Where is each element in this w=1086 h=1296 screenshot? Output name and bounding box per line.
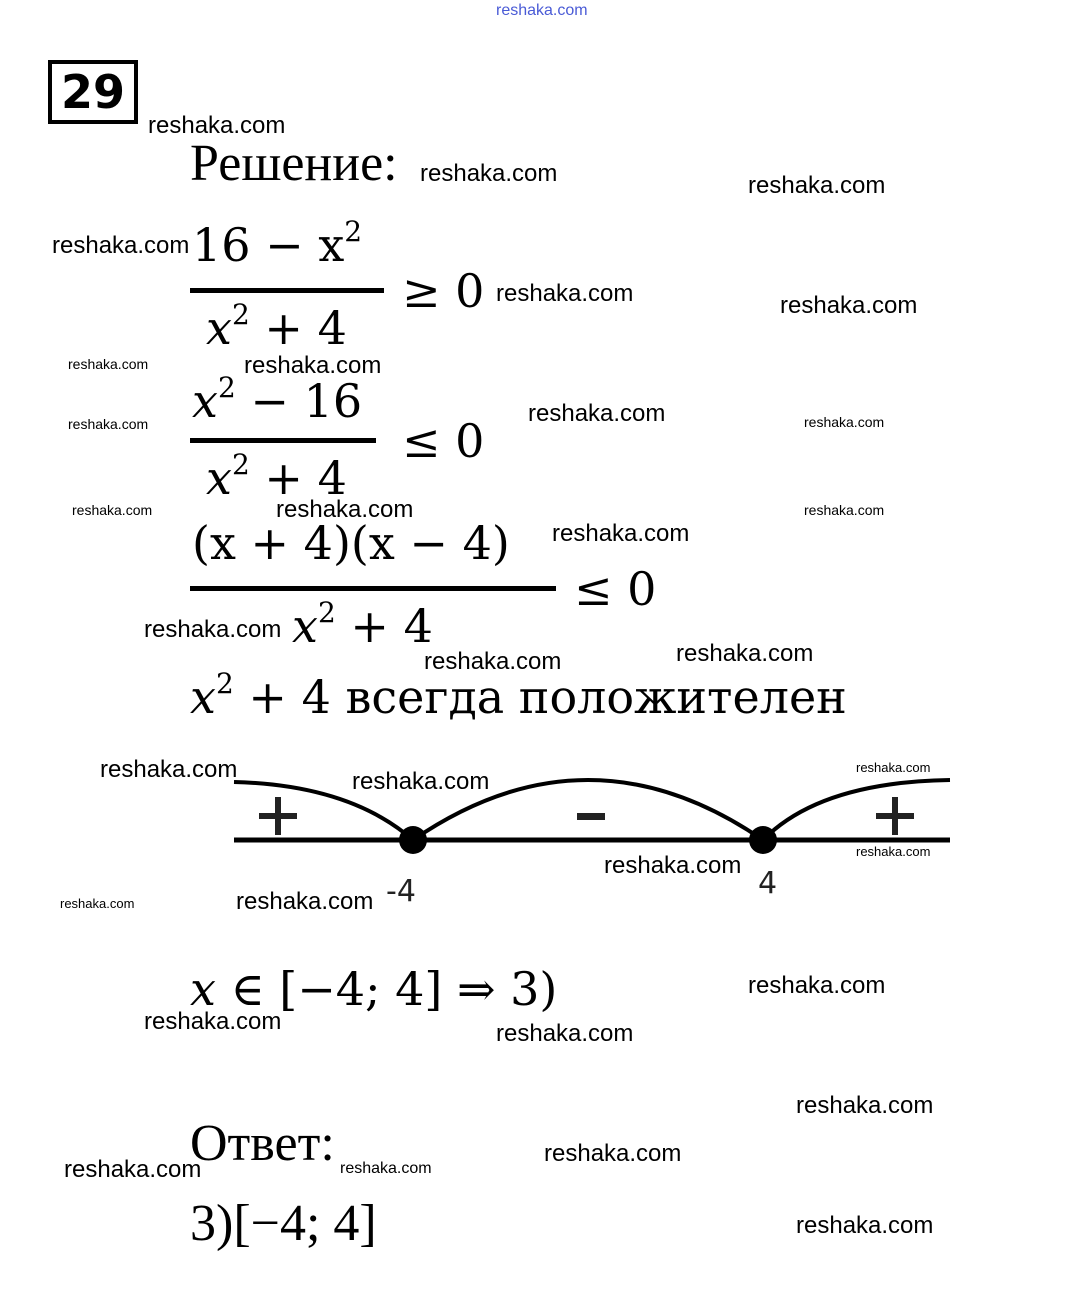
watermark: reshaka.com	[148, 112, 286, 139]
watermark: reshaka.com	[496, 1020, 634, 1047]
step1-numerator: $16 - x^2$	[192, 215, 363, 272]
top-watermark: reshaka.com	[496, 2, 588, 19]
watermark: reshaka.com	[244, 352, 382, 379]
watermark: reshaka.com	[780, 292, 918, 319]
watermark: reshaka.com	[144, 616, 282, 643]
right-arc	[763, 780, 950, 840]
watermark: reshaka.com	[236, 888, 374, 915]
answer-value: 3)[−4; 4]	[190, 1195, 377, 1252]
result-line: x ∈ [−4; 4] ⇒ 3)	[190, 962, 558, 1016]
watermark: reshaka.com	[544, 1140, 682, 1167]
step2-numerator: $x^2 - 16$	[192, 371, 363, 428]
watermark: reshaka.com	[144, 1008, 282, 1035]
watermark: reshaka.com	[796, 1212, 934, 1239]
point-label-four: 4	[758, 866, 778, 901]
watermark: reshaka.com	[68, 356, 149, 372]
watermark: reshaka.com	[748, 172, 886, 199]
watermark: reshaka.com	[528, 400, 666, 427]
step1-relation: ≥ 0	[402, 264, 485, 318]
step2-denominator: $x^2 + 4$	[206, 448, 347, 505]
watermark: reshaka.com	[60, 896, 135, 911]
watermark: reshaka.com	[352, 768, 490, 795]
point-four	[749, 826, 777, 854]
step1-denominator: $x^2 + 4$	[206, 298, 347, 355]
watermark: reshaka.com	[72, 502, 153, 518]
watermark: reshaka.com	[856, 760, 931, 775]
watermark: reshaka.com	[420, 160, 558, 187]
task-number-box: 29	[48, 60, 138, 124]
solution-heading: Решение:	[190, 135, 398, 192]
watermark: reshaka.com	[424, 648, 562, 675]
watermark: reshaka.com	[276, 496, 414, 523]
point-minus-four	[399, 826, 427, 854]
watermark: reshaka.com	[552, 520, 690, 547]
watermark: reshaka.com	[340, 1160, 432, 1177]
step3-denominator: $x^2 + 4$	[292, 596, 433, 653]
point-label-minus-four: -4	[386, 874, 416, 909]
watermark: reshaka.com	[604, 852, 742, 879]
watermark: reshaka.com	[676, 640, 814, 667]
step2-relation: ≤ 0	[402, 414, 485, 468]
positivity-statement: $x^2 + 4$ всегда положителен	[190, 667, 847, 724]
step3-relation: ≤ 0	[574, 562, 657, 616]
watermark: reshaka.com	[796, 1092, 934, 1119]
answer-heading: Ответ:	[190, 1115, 335, 1172]
plus-sign-right-v	[892, 797, 898, 835]
watermark: reshaka.com	[804, 414, 885, 430]
watermark: reshaka.com	[64, 1156, 202, 1183]
watermark: reshaka.com	[748, 972, 886, 999]
watermark: reshaka.com	[68, 416, 149, 432]
watermark: reshaka.com	[496, 280, 634, 307]
watermark: reshaka.com	[100, 756, 238, 783]
step3-numerator: (x + 4)(x − 4)	[192, 516, 510, 570]
watermark: reshaka.com	[856, 844, 931, 859]
watermark: reshaka.com	[804, 502, 885, 518]
plus-sign-left-v	[275, 797, 281, 835]
watermark: reshaka.com	[52, 232, 190, 259]
minus-sign-middle	[577, 813, 605, 820]
